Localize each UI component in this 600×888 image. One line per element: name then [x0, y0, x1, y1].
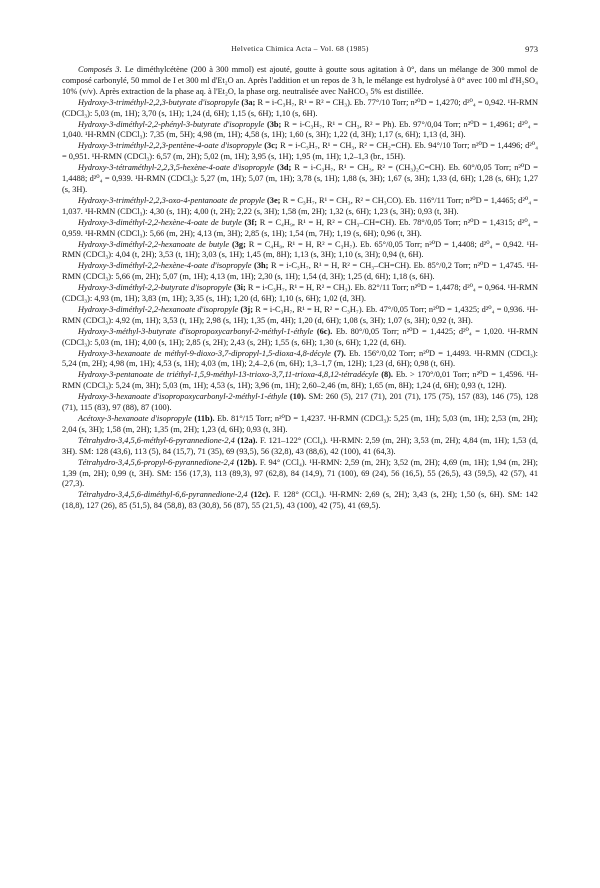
compound-entry: [62, 392, 538, 414]
compound-code: (3e;: [267, 195, 281, 205]
compound-entry: [62, 414, 538, 436]
compound-entry: [62, 458, 538, 491]
compound-name: Hydroxy-3-triméthyl-2,2,3-butyrate d'isopropyle: [78, 97, 240, 107]
compound-name: Acétoxy-3-hexanoate d'isopropyle: [78, 414, 192, 423]
compound-entry: [62, 196, 538, 218]
compound-entry: [62, 490, 538, 512]
compound-code: (3b;: [266, 119, 282, 129]
compound-data: Eb. 156°/0,02 Torr; n²⁰D = 1,4493. ¹H-RMN (CDCl₃): 5,24 (m, 2H); 4,98 (m, 1H); 4,53 (s, 1H); 4,03 (m, 1H); 2,4–2,6 (m, 6H); 1,3–1,7 (m, 12H); 1,23 (d, 6H); 0,98 (t, 6H).: [62, 348, 538, 369]
compound-name: Hydroxy-3-diméthyl-2,2-hexène-4-oate d'isopropyle: [78, 261, 252, 271]
compound-data: F. 121–122° (CCl₄). ¹H-RMN: 2,59 (m, 2H); 3,53 (m, 2H); 4,84 (m, 1H); 1,53 (d, 3H). SM: 128 (43,6), 113 (5), 84 (15,7), 71 (35), 69 (93,5), 56 (32,8), 43 (88,6), 42 (100), 41 (64,3).: [62, 435, 538, 456]
compound-code: (3j;: [240, 304, 253, 314]
compound-code: (3a;: [241, 97, 256, 107]
compound-code: (3g;: [231, 239, 246, 249]
compound-data: R = i-C₃H₇, R¹ = H, R² = C₃H₇). Eb. 47°/0,05 Torr; n²⁰D = 1,4325; d²⁰₄ = 0,936. ¹H-RMN (CDCl₃): 4,92 (m, 1H); 3,53 (t, 1H); 2,98 (s, 1H); 1,35 (m, 4H); 1,20 (d, 6H); 1,08 (s, 3H); 1,07 (s, 3H); 0,92 (t, 3H).: [62, 304, 539, 325]
compound-data: R = i-C₃H₇, R¹ = H, R² = CH₃). Eb. 82°/11 Torr; n²⁰D = 1,4478; d²⁰₄ = 0,964. ¹H-RMN (CDCl₃): 4,93 (m, 1H); 3,83 (m, 1H); 3,35 (s, 1H); 1,20 (d, 6H); 1,10 (s, 6H); 1,02 (d, 3H).: [62, 283, 538, 304]
compound-name: Hydroxy-3-triméthyl-2,2,3-pentène-4-oate d'isopropyle: [78, 141, 262, 151]
compound-name: Hydroxy-3-tétraméthyl-2,2,3,5-hexène-4-oate d'isopropyle: [78, 163, 274, 173]
page-number: 973: [525, 44, 538, 54]
compound-name: Hydroxy-3-hexanoate d'isopropoxycarbonyl-2-méthyl-1-éthyle: [78, 392, 288, 402]
compound-data: R = C₄H₉, R¹ = H, R² = C₃H₇). Eb. 65°/0,05 Torr; n²⁰D = 1,4408; d²⁰₄ = 0,942. ¹H-RMN (CDCl₃): 4,04 (t, 2H); 3,53 (t, 1H); 3,03 (s, 1H); 1,45 (m, 8H); 1,13 (s, 3H); 1,10 (s, 3H); 0,94 (t, 6H).: [62, 239, 538, 260]
compound-data: Eb. 81°/15 Torr; n²⁰D = 1,4237. ¹H-RMN (CDCl₃): 5,25 (m, 1H); 5,03 (m, 1H); 2,53 (m, 2H); 2,04 (s, 3H); 1,58 (m, 2H); 1,35 (m, 2H); 1,23 (d, 6H); 0,93 (t, 3H).: [62, 414, 538, 434]
compound-entry: [62, 349, 538, 371]
journal-title: Helvetica Chimica Acta – Vol. 68 (1985): [231, 44, 369, 53]
compound-data: R = i-C₃H₇, R¹ = CH₃, R² = (CH₃)₂C=CH). Eb. 60°/0,05 Torr; n²⁰D = 1,4488; d²⁰₄ = 0,939. ¹H-RMN (CDCl₃): 5,27 (m, 1H); 5,07 (m, 1H); 3,78 (s, 1H); 1,88 (s, 3H); 1,67 (s, 3H); 1,33 (d, 6H); 1,28 (s, 6H); 1,27 (s, 3H).: [62, 163, 539, 194]
compound-entry: [62, 261, 538, 283]
compound-code: (3h;: [254, 261, 269, 271]
compound-entry: [62, 141, 538, 163]
compound-name: Tétrahydro-3,4,5,6-méthyl-6-pyrannedione-2,4: [78, 435, 235, 445]
compound-name: Hydroxy-3-hexanoate de méthyl-9-dioxo-3,7-dipropyl-1,5-dioxa-4,8-décyle: [78, 348, 331, 358]
compound-data: R = i-C₃H₇, R¹ = CH₃, R² = CH₂=CH). Eb. 94°/10 Torr; n²⁰D = 1,4496; d²⁰₄ = 0,951. ¹H-RMN (CDCl₃): 6,57 (m, 2H); 5,02 (m, 1H); 3,95 (s, 1H); 1,95 (m, 1H); 1,2–1,3 (br., 15H).: [62, 141, 538, 162]
running-header: [62, 44, 538, 58]
compound-data: Eb. 80°/0,05 Torr; n²⁰D = 1,4425; d²⁰₄ = 1,020. ¹H-RMN (CDCl₃): 5,03 (m, 1H); 4,00 (s, 1H); 2,85 (s, 2H); 2,43 (s, 2H); 1,55 (s, 6H); 1,30 (s, 6H); 1,22 (d, 6H).: [62, 326, 538, 347]
compound-name: Tétrahydro-3,4,5,6-diméthyl-6,6-pyrannedione-2,4: [78, 490, 248, 500]
compound-entry: [62, 305, 538, 327]
compound-name: Hydroxy-3-diméthyl-2,2-hexanoate d'isopropyle: [78, 304, 239, 314]
compound-code: (12b).: [236, 457, 258, 467]
compound-name: Hydroxy-3-diméthyl-2,2-phényl-3-butyrate d'isopropyle: [78, 119, 265, 129]
experimental-section: [62, 65, 538, 512]
compound-data: F. 94° (CCl₄). ¹H-RMN: 2,59 (m, 2H); 3,52 (m, 2H); 4,69 (m, 1H); 1,94 (m, 2H); 1,39 (m, 2H); 0,99 (t, 3H). SM: 156 (17,3), 113 (89,3), 97 (62,8), 84 (14,9), 71 (100), 69 (24), 56 (16,5), 55 (26,5), 43 (59,5), 42 (57), 41 (27,3).: [62, 457, 538, 489]
compound-data: F. 128° (CCl₄). ¹H-RMN: 2,69 (s, 2H); 3,43 (s, 2H); 1,50 (s, 6H). SM: 142 (18,8), 127 (26), 85 (51,5), 84 (58,8), 83 (30,8), 56 (87), 55 (21,5), 43 (100), 42 (75), 41 (69,5).: [62, 490, 538, 511]
compound-entry: [62, 240, 538, 262]
compound-entry: [62, 120, 538, 142]
compound-code: (3c;: [264, 141, 278, 151]
compound-data: SM: 260 (5), 217 (71), 201 (71), 175 (75), 157 (83), 146 (75), 128 (71), 115 (83), 97 (88), 87 (100).: [62, 392, 538, 413]
compound-code: (11b).: [194, 414, 215, 423]
compound-entry: [62, 98, 538, 120]
compound-name: Hydroxy-3-triméthyl-2,2,3-oxo-4-pentanoate de propyle: [78, 195, 265, 205]
compound-data: Eb. > 170°/0,01 Torr; n²⁰D = 1,4596. ¹H-RMN (CDCl₃): 5,24 (m, 3H); 5,03 (m, 1H); 4,53 (s, 1H); 3,96 (m, 1H); 2,60–2,46 (m, 8H); 1,65 (m, 8H); 1,24 (d, 6H); 0,93 (t, 12H).: [62, 370, 538, 391]
compound-entry: [62, 370, 538, 392]
compound-name: Tétrahydro-3,4,5,6-propyl-6-pyrannedione-2,4: [78, 457, 235, 467]
compound-data: R = C₃H₇, R¹ = CH₃, R² = CH₃CO). Eb. 116°/11 Torr; n²⁰D = 1,4465; d²⁰₄ = 1,037. ¹H-RMN (CDCl₃): 4,30 (s, 1H); 4,00 (t, 2H); 2,22 (s, 3H); 1,58 (m, 2H); 1,32 (s, 6H); 1,23 (s, 3H); 0,93 (t, 3H).: [62, 195, 539, 216]
compound-entry: [62, 163, 538, 196]
compound-group-label: Composés 3.: [78, 65, 122, 74]
compound-code: (12a).: [237, 435, 258, 445]
compound-data: R = i-C₃H₇, R¹ = R² = CH₃). Eb. 77°/10 Torr; n²⁰D = 1,4270; d²⁰₄ = 0,942. ¹H-RMN (CDCl₃): 5,03 (m, 1H); 3,70 (s, 1H); 1,24 (d, 6H); 1,15 (s, 6H); 1,10 (s, 6H).: [62, 97, 538, 118]
compound-code: (3f;: [244, 217, 258, 227]
compound-name: Hydroxy-3-diméthyl-2,2-hexène-4-oate de butyle: [78, 217, 242, 227]
compound-code: (6c).: [316, 326, 333, 336]
compound-name: Hydroxy-3-diméthyl-2,2-hexanoate de butyle: [78, 239, 230, 249]
compound-code: (10).: [289, 392, 306, 402]
compound-data: R = C₄H₉, R¹ = H, R² = CH₃–CH=CH). Eb. 78°/0,05 Torr; n²⁰D = 1,4315; d²⁰₄ = 0,959. ¹H-RMN (CDCl₃): 5,66 (m, 2H); 4,13 (m, 3H); 2,85 (s, 1H); 1,54 (m, 7H); 1,19 (s, 6H); 0,96 (t, 3H).: [62, 217, 538, 238]
compound-code: (12c).: [250, 490, 271, 500]
compound-code: (8).: [381, 370, 394, 380]
procedure-paragraph: [62, 65, 538, 98]
compound-name: Hydroxy-3-pentanoate de triéthyl-1,5,9-méthyl-13-trioxo-3,7,11-trioxa-4,8,12-tétradécyle: [78, 370, 379, 380]
compound-name: Hydroxy-3-méthyl-3-butyrate d'isopropoxycarbonyl-2-méthyl-1-éthyle: [78, 326, 314, 336]
compound-name: Hydroxy-3-diméthyl-2,2-butyrate d'isopropyle: [78, 283, 232, 293]
compound-entry: [62, 218, 538, 240]
compound-code: (3i;: [233, 283, 246, 293]
compound-data: R = i-C₃H₇, R¹ = CH₃, R² = Ph). Eb. 97°/0,04 Torr; n²⁰D = 1,4961; d²⁰₄ = 1,040. ¹H-RMN (CDCl₃): 7,35 (m, 5H); 4,98 (m, 1H); 4,58 (s, 1H); 1,60 (s, 3H); 1,22 (d, 3H); 1,17 (s, 6H); 1,13 (d, 3H).: [62, 119, 538, 140]
compound-entry: [62, 327, 538, 349]
compound-code: (3d;: [276, 163, 292, 173]
compound-data: R = i-C₃H₇, R¹ = H, R² = CH₃–CH=CH). Eb. 85°/0,2 Torr; n²⁰D = 1,4745. ¹H-RMN (CDCl₃): 5,66 (m, 2H); 5,07 (m, 1H); 4,13 (m, 1H); 2,30 (s, 1H); 1,54 (d, 3H); 1,25 (d, 6H); 1,18 (s, 6H).: [62, 261, 538, 282]
compound-code: (7).: [334, 348, 346, 358]
compound-entry: [62, 436, 538, 458]
compound-entry: [62, 283, 538, 305]
procedure-text: Le diméthylcétène (200 à 300 mmol) est ajouté, goutte à goutte sous agitation à 0°, dans un mélange de 300 mmol de composé carbonylé, 50 mmol de I et 300 ml d'Et₂O an. Après l'addition et un repos de 3 h, le mélange est hydrolysé à 0° avec 100 ml d'H₂SO₄ 10% (v/v). Après extraction de la phase aq. à l'Et₂O, la phase org. neutralisée avec NaHCO₃ 5% est distillée.: [62, 65, 538, 96]
